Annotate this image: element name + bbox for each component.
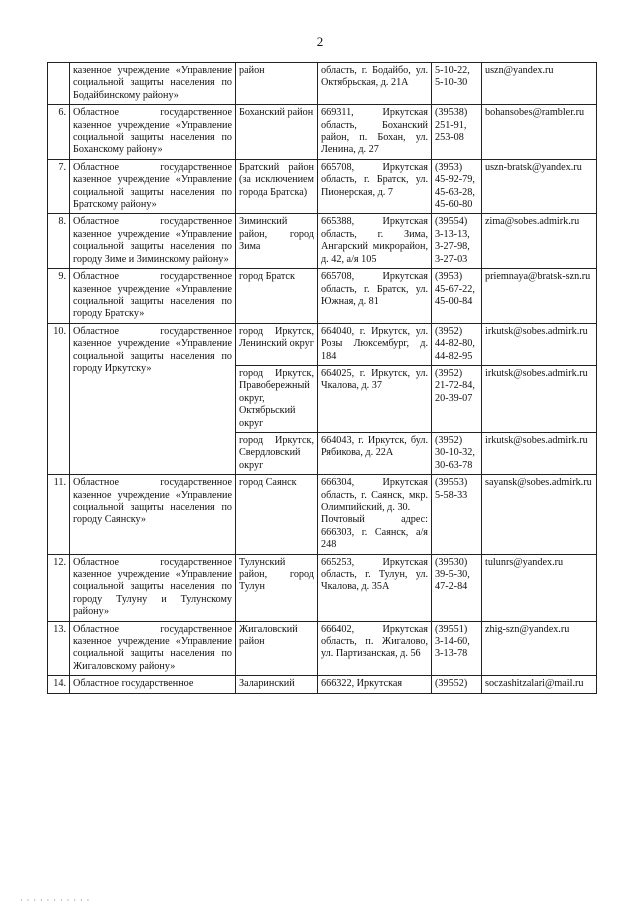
service-area-text: район <box>239 65 265 76</box>
email-address <box>482 269 597 324</box>
service-area-text: город Иркутск, Ленинский округ <box>239 325 314 350</box>
phone-numbers <box>432 621 482 676</box>
row-number-text: 13. <box>53 623 66 635</box>
phone-numbers-text: (3953) 45-92-79, 45-63-28, 45-60-80 <box>435 161 475 211</box>
row-number <box>48 621 70 676</box>
phone-numbers <box>432 269 482 324</box>
institution-name-text: Областное государственное <box>73 678 194 690</box>
phone-numbers <box>432 475 482 554</box>
row-number <box>48 676 70 693</box>
table-row <box>48 323 597 365</box>
table-row <box>48 214 597 269</box>
email-address-text: tulunrs@yandex.ru <box>485 556 564 568</box>
institution-name-text: Областное государственное казенное учреждение «Управление социальной защиты населения по городу Иркутску» <box>73 325 232 374</box>
row-number <box>48 269 70 324</box>
institution-name-text: Областное государственное казенное учреждение «Управление социальной защиты населения по Жигаловскому району» <box>73 623 232 672</box>
phone-numbers <box>432 63 482 105</box>
email-address <box>482 159 597 214</box>
postal-address <box>318 105 432 160</box>
postal-address-text: 664025, г. Иркутск, ул. Чкалова, д. 37 <box>321 367 428 392</box>
institution-name-text: Областное государственное казенное учреждение «Управление социальной защиты населения по городу Саянску» <box>73 477 232 526</box>
phone-numbers-text: (39551) 3-14-60, 3-13-78 <box>435 623 470 660</box>
institution-name <box>70 269 236 324</box>
institution-name <box>70 554 236 621</box>
phone-numbers-text: (3952) 44-82-80, 44-82-95 <box>435 325 475 362</box>
service-area-text: Тулунский район, город Тулун <box>239 556 314 593</box>
row-number <box>48 159 70 214</box>
service-area <box>236 432 318 474</box>
table-body <box>48 63 597 694</box>
service-area-text: Зиминский район, город Зима <box>239 216 314 253</box>
phone-numbers-text: (39530) 39-5-30, 47-2-84 <box>435 556 470 593</box>
table-row <box>48 475 597 554</box>
email-address <box>482 475 597 554</box>
row-number <box>48 63 70 105</box>
phone-numbers-text: (3952) 30-10-32, 30-63-78 <box>435 434 475 471</box>
postal-address-text: 664040, г. Иркутск, ул. Розы Люксембург, д. 184 <box>321 325 428 362</box>
table-row <box>48 63 597 105</box>
email-address <box>482 323 597 365</box>
institution-name-text: Областное государственное казенное учреждение «Управление социальной защиты населения по городу Тулуну и Тулунскому району» <box>73 556 232 618</box>
email-address-text: bohansobes@rambler.ru <box>485 107 585 119</box>
institution-name <box>70 159 236 214</box>
service-area <box>236 269 318 324</box>
phone-numbers <box>432 105 482 160</box>
email-address <box>482 554 597 621</box>
postal-address <box>318 365 432 432</box>
postal-address <box>318 269 432 324</box>
table-row <box>48 621 597 676</box>
service-area <box>236 159 318 214</box>
service-area <box>236 475 318 554</box>
postal-address <box>318 432 432 474</box>
table-row <box>48 105 597 160</box>
table-row <box>48 676 597 693</box>
phone-numbers-text: (39554) 3-13-13, 3-27-98, 3-27-03 <box>435 216 470 265</box>
email-address-text: soczashitzalari@mail.ru <box>485 678 584 690</box>
phone-numbers <box>432 159 482 214</box>
row-number-text: 7. <box>58 161 66 173</box>
postal-address-text: 666304, Иркутская область, г. Саянск, мкр. Олимпийский, д. 30. Почтовый адрес: 666303, г. Саянск, а/я 248 <box>321 477 428 551</box>
email-address-text: irkutsk@sobes.admirk.ru <box>485 325 588 337</box>
table-row <box>48 554 597 621</box>
postal-address-text: 666402, Иркутская область, п. Жигалово, ул. Партизанская, д. 56 <box>321 623 428 660</box>
phone-numbers <box>432 676 482 693</box>
phone-numbers-text: (39552) <box>435 678 468 690</box>
service-area <box>236 63 318 105</box>
service-area-text: Заларинский <box>239 678 295 690</box>
row-number <box>48 105 70 160</box>
postal-address <box>318 554 432 621</box>
institution-name-text: Областное государственное казенное учреждение «Управление социальной защиты населения по городу Зиме и Зиминскому району» <box>73 216 232 265</box>
postal-address <box>318 475 432 554</box>
institution-name-text: казенное учреждение «Управление социальной защиты населения по Бодайбинскому району» <box>73 65 232 101</box>
postal-address <box>318 621 432 676</box>
service-area <box>236 621 318 676</box>
email-address <box>482 63 597 105</box>
row-number-text: 9. <box>58 271 66 283</box>
institutions-table <box>47 62 597 694</box>
email-address-text: uszn@yandex.ru <box>485 65 554 76</box>
email-address <box>482 621 597 676</box>
page-bottom-marks: · · · · · · · · · · · <box>20 896 91 905</box>
email-address <box>482 432 597 474</box>
institution-name <box>70 323 236 474</box>
phone-numbers <box>432 365 482 432</box>
service-area-text: город Саянск <box>239 477 297 489</box>
institution-name-text: Областное государственное казенное учреждение «Управление социальной защиты населения по городу Братску» <box>73 271 232 320</box>
postal-address-text: 664043, г. Иркутск, бул. Рябикова, д. 22А <box>321 434 428 459</box>
email-address-text: sayansk@sobes.admirk.ru <box>485 477 592 489</box>
phone-numbers <box>432 214 482 269</box>
row-number-text: 10. <box>53 325 66 337</box>
email-address-text: irkutsk@sobes.admirk.ru <box>485 434 588 446</box>
phone-numbers-text: (39538) 251-91, 253-08 <box>435 107 468 144</box>
row-number-text: 6. <box>58 107 66 119</box>
email-address-text: irkutsk@sobes.admirk.ru <box>485 367 588 379</box>
institution-name <box>70 105 236 160</box>
row-number-text: 12. <box>53 556 66 568</box>
postal-address <box>318 323 432 365</box>
service-area-text: Братский район (за исключением города Братска) <box>239 161 314 198</box>
institution-name <box>70 676 236 693</box>
service-area <box>236 323 318 365</box>
phone-numbers-text: (3952) 21-72-84, 20-39-07 <box>435 367 475 404</box>
email-address-text: priemnaya@bratsk-szn.ru <box>485 271 591 283</box>
phone-numbers-text: (39553) 5-58-33 <box>435 477 468 501</box>
email-address-text: uszn-bratsk@yandex.ru <box>485 161 582 173</box>
institution-name <box>70 621 236 676</box>
service-area-text: город Иркутск, Свердловский округ <box>239 434 314 471</box>
phone-numbers <box>432 323 482 365</box>
service-area <box>236 554 318 621</box>
institution-name <box>70 63 236 105</box>
postal-address <box>318 159 432 214</box>
email-address <box>482 365 597 432</box>
row-number-text: 11. <box>53 477 66 489</box>
phone-numbers-text: 5-10-22, 5-10-30 <box>435 65 470 89</box>
page-number: 2 <box>316 34 324 49</box>
row-number <box>48 475 70 554</box>
postal-address-text: 666322, Иркутская <box>321 678 403 690</box>
email-address <box>482 105 597 160</box>
postal-address <box>318 63 432 105</box>
row-number-text: 8. <box>58 216 66 228</box>
postal-address <box>318 214 432 269</box>
email-address-text: zima@sobes.admirk.ru <box>485 216 580 228</box>
service-area <box>236 365 318 432</box>
postal-address-text: 669311, Иркутская область, Боханский район, п. Бохан, ул. Ленина, д. 27 <box>321 107 428 156</box>
service-area <box>236 105 318 160</box>
postal-address-text: 665388, Иркутская область, г. Зима, Ангарский микрорайон, д. 42, а/я 105 <box>321 216 428 265</box>
table-row <box>48 269 597 324</box>
postal-address-text: 665708, Иркутская область, г. Братск, ул. Южная, д. 81 <box>321 271 428 307</box>
institution-name-text: Областное государственное казенное учреждение «Управление социальной защиты населения по Боханскому району» <box>73 107 232 156</box>
email-address <box>482 676 597 693</box>
postal-address-text: 665708, Иркутская область, г. Братск, ул. Пионерская, д. 7 <box>321 161 428 198</box>
service-area <box>236 214 318 269</box>
service-area <box>236 676 318 693</box>
phone-numbers-text: (3953) 45-67-22, 45-00-84 <box>435 271 475 307</box>
institution-name-text: Областное государственное казенное учреждение «Управление социальной защиты населения по Братскому району» <box>73 161 232 211</box>
row-number <box>48 323 70 474</box>
service-area-text: Боханский район <box>239 107 314 119</box>
service-area-text: Жигаловский район <box>239 623 298 648</box>
service-area-text: город Иркутск, Правобережный округ, Октябрьский округ <box>239 367 314 429</box>
row-number <box>48 214 70 269</box>
postal-address-text: 665253, Иркутская область, г. Тулун, ул. Чкалова, д. 35А <box>321 556 428 593</box>
service-area-text: город Братск <box>239 271 295 283</box>
phone-numbers <box>432 554 482 621</box>
phone-numbers <box>432 432 482 474</box>
institution-name <box>70 214 236 269</box>
email-address-text: zhig-szn@yandex.ru <box>485 623 570 635</box>
email-address <box>482 214 597 269</box>
postal-address <box>318 676 432 693</box>
row-number-text: 14. <box>53 678 66 690</box>
institution-name <box>70 475 236 554</box>
table-row <box>48 159 597 214</box>
row-number <box>48 554 70 621</box>
postal-address-text: область, г. Бодайбо, ул. Октябрьская, д. 21А <box>321 65 428 89</box>
